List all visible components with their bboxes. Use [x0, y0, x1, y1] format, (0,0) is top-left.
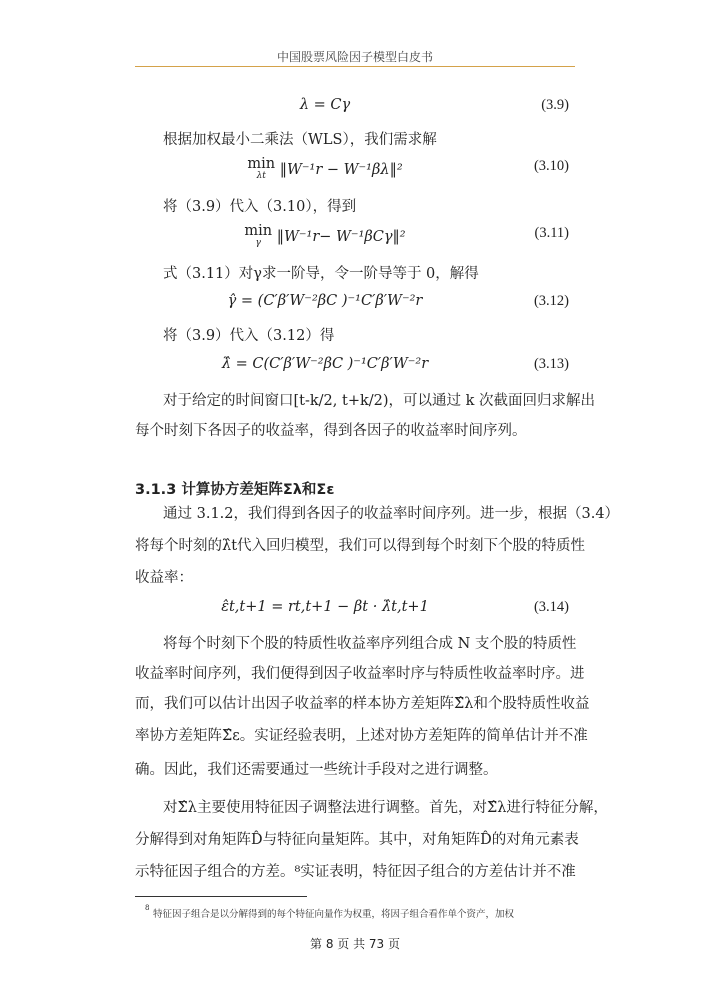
paragraph-line: 将每个时刻下个股的特质性收益率序列组合成 N 支个股的特质性 [163, 636, 577, 652]
equation-number: (3.11) [534, 225, 569, 241]
paragraph-line: 式（3.11）对γ求一阶导，令一阶导等于 0，解得 [163, 266, 479, 282]
paragraph-line: 通过 3.1.2，我们得到各因子的收益率时间序列。进一步，根据（3.4） [163, 506, 620, 522]
min-operator: min γ [244, 223, 273, 248]
paragraph-line: 对于给定的时间窗口[t-k/2, t+k/2)，可以通过 k 次截面回归求解出 [163, 393, 596, 409]
equation-3-9 [135, 97, 575, 125]
paragraph-line: 示特征因子组合的方差。⁸实证表明，特征因子组合的方差估计并不准 [135, 864, 576, 880]
paragraph-line: 根据加权最小二乘法（WLS），我们需求解 [163, 132, 437, 148]
footnote-text: 特征因子组合是以分解得到的每个特征向量作为权重，将因子组合看作单个资产，加权 [153, 909, 515, 920]
running-header: 中国股票风险因子模型白皮书 [276, 50, 433, 64]
footnote-mark: 8 [145, 904, 150, 912]
paragraph-line: 而，我们可以估计出因子收益率的样本协方差矩阵Σ̂λ和个股特质性收益 [135, 696, 590, 712]
equation-number: (3.14) [533, 599, 569, 615]
equation-number: (3.9) [541, 97, 569, 113]
equation-number: (3.12) [533, 293, 569, 309]
min-operator: min λt [247, 156, 276, 181]
paragraph-line: 率协方差矩阵Σ̂ε。实证经验表明，上述对协方差矩阵的简单估计并不准 [135, 728, 588, 744]
section-heading: 3.1.3 计算协方差矩阵Σλ和Σε [135, 482, 335, 498]
equation-3-14 [135, 599, 575, 627]
equation-expr: min λt ‖W⁻¹r − W⁻¹βλ‖² [247, 156, 403, 181]
paragraph-line: 将（3.9）代入（3.12）得 [163, 328, 335, 344]
paragraph-line: 确。因此，我们还需要通过一些统计手段对之进行调整。 [135, 762, 498, 778]
paragraph-line: 收益率时间序列，我们便得到因子收益率时序与特质性收益率时序。进 [135, 666, 585, 682]
page-number: 第 8 页 共 73 页 [310, 937, 400, 951]
paragraph-line: 将每个时刻的λ̂t代入回归模型，我们可以得到每个时刻下个股的特质性 [135, 538, 586, 554]
equation-number: (3.13) [533, 356, 569, 372]
equation-3-12 [135, 293, 575, 321]
paragraph-line: 每个时刻下各因子的收益率，得到各因子的收益率时间序列。 [135, 423, 527, 439]
header-rule [135, 66, 575, 67]
equation-number: (3.10) [533, 158, 569, 174]
paragraph-line: 分解得到对角矩阵D̂与特征向量矩阵。其中，对角矩阵D̂的对角元素表 [135, 832, 579, 848]
equation-expr: ε̂t,t+1 = rt,t+1 − βt · λ̂t,t+1 [221, 599, 429, 615]
footnote-rule [135, 896, 307, 897]
paragraph-line: 对Σ̂λ主要使用特征因子调整法进行调整。首先，对Σ̂λ进行特征分解， [163, 800, 608, 816]
equation-expr: λ̂ = C(C′β′W⁻²βC )⁻¹C′β′W⁻²r [221, 356, 429, 372]
equation-expr: γ̂ = (C′β′W⁻²βC )⁻¹C′β′W⁻²r [227, 293, 423, 309]
equation-expr: λ = Cγ [299, 97, 351, 113]
equation-3-13 [135, 356, 575, 384]
paragraph-line: 将（3.9）代入（3.10），得到 [163, 199, 357, 215]
equation-3-11 [135, 225, 575, 253]
equation-3-10 [135, 158, 575, 186]
paragraph-line: 收益率： [135, 570, 193, 586]
equation-expr: min γ ‖W⁻¹r− W⁻¹βCγ‖² [244, 223, 406, 248]
